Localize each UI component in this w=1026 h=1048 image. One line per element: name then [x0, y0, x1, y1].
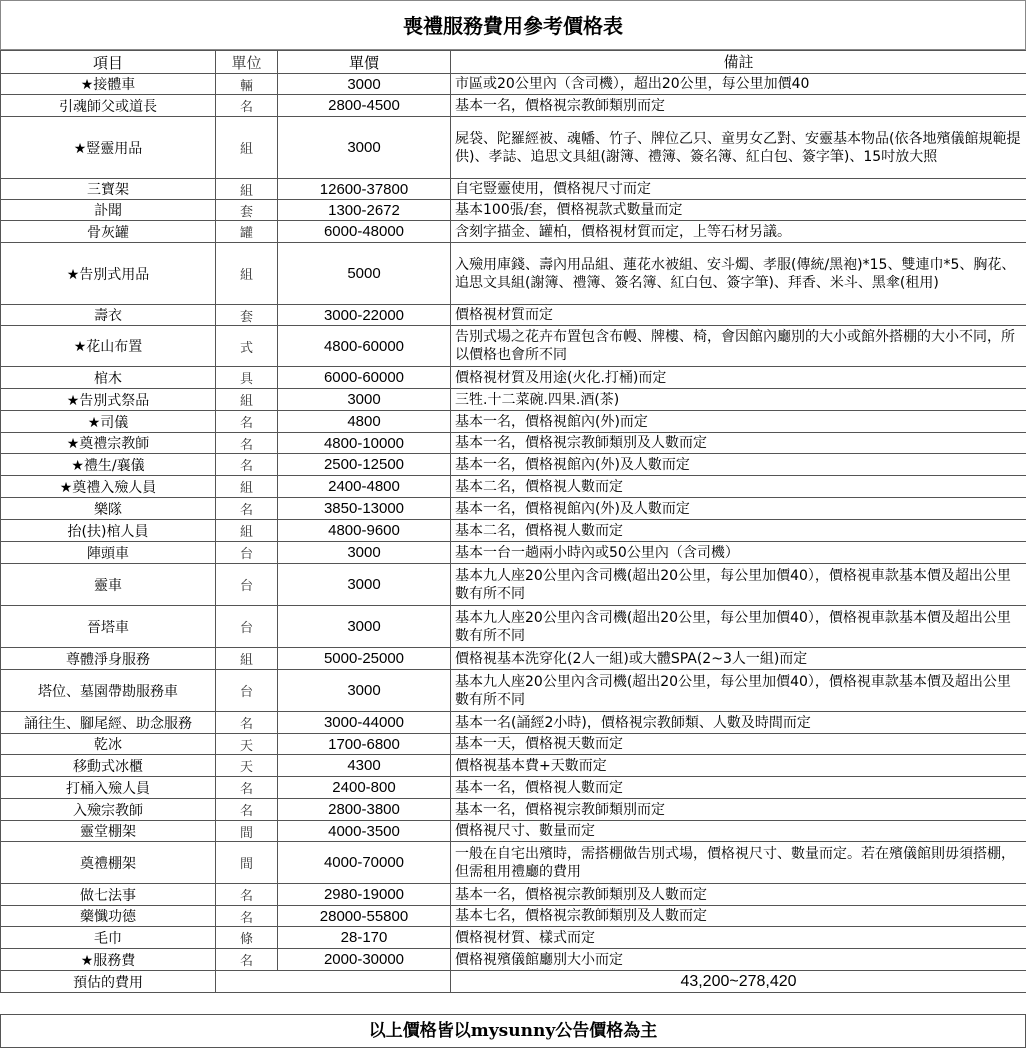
row-unit: 組	[216, 520, 278, 542]
table-row	[1, 821, 1026, 842]
row-price: 1300-2672	[278, 200, 451, 221]
row-unit: 套	[216, 305, 278, 326]
row-note: 價格視材質及用途(火化.打桶)而定	[451, 367, 1026, 389]
row-note: 基本一名，價格視館內(外)及人數而定	[451, 454, 1026, 476]
row-note: 屍袋、陀羅經被、魂幡、竹子、牌位乙只、童男女乙對、安靈基本物品(依各地殯儀館規範提供)、孝誌、追思文具組(謝簿、禮簿、簽名簿、紅白包、簽字筆)、15吋放大照	[451, 117, 1026, 179]
table-row	[1, 243, 1026, 305]
row-price: 2500-12500	[278, 454, 451, 476]
row-price: 5000-25000	[278, 648, 451, 670]
row-unit: 天	[216, 734, 278, 755]
row-note: 價格視材質而定	[451, 305, 1026, 326]
row-item: ★司儀	[1, 411, 216, 433]
row-price: 2800-4500	[278, 95, 451, 117]
row-item: ★接體車	[1, 74, 216, 95]
row-note: 市區或20公里內（含司機），超出20公里，每公里加價40	[451, 74, 1026, 95]
row-price: 2800-3800	[278, 799, 451, 821]
row-item: 毛巾	[1, 927, 216, 949]
row-unit: 名	[216, 884, 278, 906]
row-note: 基本一名，價格視宗教師類別及人數而定	[451, 884, 1026, 906]
row-unit: 台	[216, 564, 278, 606]
row-note: 基本一名，價格視館內(外)而定	[451, 411, 1026, 433]
row-note: 價格視基本洗穿化(2人一組)或大體SPA(2~3人一組)而定	[451, 648, 1026, 670]
row-item: ★服務費	[1, 949, 216, 971]
table-row	[1, 200, 1026, 221]
table-header-row	[1, 51, 1026, 74]
table-row	[1, 755, 1026, 777]
table-row	[1, 74, 1026, 95]
row-unit: 名	[216, 949, 278, 971]
table-row	[1, 520, 1026, 542]
row-unit: 名	[216, 411, 278, 433]
row-note: 告別式場之花卉布置包含布幔、牌樓、椅，會因館內廳別的大小或館外搭棚的大小不同，所以價格也會所不同	[451, 326, 1026, 367]
row-unit: 式	[216, 326, 278, 367]
row-unit: 名	[216, 777, 278, 799]
table-row	[1, 305, 1026, 326]
row-note: 基本一天，價格視天數而定	[451, 734, 1026, 755]
table-row	[1, 389, 1026, 411]
table-row	[1, 95, 1026, 117]
row-price: 4800-60000	[278, 326, 451, 367]
row-item: 乾冰	[1, 734, 216, 755]
row-note: 價格視材質、樣式而定	[451, 927, 1026, 949]
row-unit: 具	[216, 367, 278, 389]
row-note: 入殮用庫錢、壽內用品組、蓮花水被組、安斗燭、孝服(傳統/黑袍)*15、雙連巾*5、胸花、追思文具組(謝簿、禮簿、簽名簿、紅白包、簽字筆)、拜香、米斗、黑傘(租用)	[451, 243, 1026, 305]
row-item: 晉塔車	[1, 606, 216, 648]
table-row	[1, 712, 1026, 734]
row-price: 2000-30000	[278, 949, 451, 971]
row-note: 價格視殯儀館廳別大小而定	[451, 949, 1026, 971]
row-note: 自宅豎靈使用，價格視尺寸而定	[451, 179, 1026, 200]
row-item: 做七法事	[1, 884, 216, 906]
table-row	[1, 606, 1026, 648]
footer-note: 以上價格皆以mysunny公告價格為主	[0, 1014, 1026, 1048]
row-price: 12600-37800	[278, 179, 451, 200]
row-item: ★告別式用品	[1, 243, 216, 305]
row-unit: 名	[216, 906, 278, 927]
row-price: 4800	[278, 411, 451, 433]
row-unit: 台	[216, 542, 278, 564]
row-unit: 台	[216, 670, 278, 712]
row-price: 5000	[278, 243, 451, 305]
row-unit: 組	[216, 117, 278, 179]
table-row	[1, 326, 1026, 367]
row-price: 28000-55800	[278, 906, 451, 927]
row-item: ★禮生/襄儀	[1, 454, 216, 476]
row-price: 3000	[278, 564, 451, 606]
price-table	[0, 50, 1026, 993]
row-price: 6000-60000	[278, 367, 451, 389]
row-item: 誦往生、腳尾經、助念服務	[1, 712, 216, 734]
row-item: 樂隊	[1, 498, 216, 520]
total-empty-cell	[278, 971, 451, 993]
row-item: 靈堂棚架	[1, 821, 216, 842]
row-unit: 輛	[216, 74, 278, 95]
row-item: 壽衣	[1, 305, 216, 326]
header-price: 單價	[278, 51, 451, 74]
row-unit: 條	[216, 927, 278, 949]
row-unit: 名	[216, 433, 278, 454]
table-row	[1, 906, 1026, 927]
row-price: 4800-10000	[278, 433, 451, 454]
header-item: 項目	[1, 51, 216, 74]
row-unit: 天	[216, 755, 278, 777]
row-note: 價格視尺寸、數量而定	[451, 821, 1026, 842]
row-note: 基本七名，價格視宗教師類別及人數而定	[451, 906, 1026, 927]
row-item: 抬(扶)棺人員	[1, 520, 216, 542]
table-row	[1, 842, 1026, 884]
row-note: 基本一名，價格視宗教師類別而定	[451, 799, 1026, 821]
total-row	[1, 971, 1026, 993]
row-price: 6000-48000	[278, 221, 451, 243]
row-note: 價格視基本費+天數而定	[451, 755, 1026, 777]
row-unit: 名	[216, 799, 278, 821]
row-unit: 間	[216, 821, 278, 842]
table-row	[1, 454, 1026, 476]
row-note: 基本二名，價格視人數而定	[451, 476, 1026, 498]
table-row	[1, 799, 1026, 821]
table-row	[1, 476, 1026, 498]
table-row	[1, 367, 1026, 389]
table-row	[1, 433, 1026, 454]
row-note: 含刻字描金、罐柏，價格視材質而定，上等石材另議。	[451, 221, 1026, 243]
table-row	[1, 411, 1026, 433]
page-title: 喪禮服務費用參考價格表	[0, 0, 1026, 50]
row-unit: 組	[216, 648, 278, 670]
row-price: 28-170	[278, 927, 451, 949]
row-note: 基本一台一趟兩小時內或50公里內（含司機）	[451, 542, 1026, 564]
row-item: ★告別式祭品	[1, 389, 216, 411]
row-unit: 組	[216, 476, 278, 498]
row-unit: 套	[216, 200, 278, 221]
row-price: 3000	[278, 389, 451, 411]
table-row	[1, 542, 1026, 564]
row-item: 靈車	[1, 564, 216, 606]
table-row	[1, 670, 1026, 712]
row-unit: 組	[216, 243, 278, 305]
row-note: 基本九人座20公里內含司機(超出20公里，每公里加價40），價格視車款基本價及超出公里數有所不同	[451, 670, 1026, 712]
row-price: 3000-22000	[278, 305, 451, 326]
row-price: 3000	[278, 74, 451, 95]
row-note: 基本100張/套，價格視款式數量而定	[451, 200, 1026, 221]
row-item: ★奠禮宗教師	[1, 433, 216, 454]
row-note: 基本一名，價格視人數而定	[451, 777, 1026, 799]
row-price: 2980-19000	[278, 884, 451, 906]
row-item: 尊體淨身服務	[1, 648, 216, 670]
row-price: 4000-3500	[278, 821, 451, 842]
row-item: 陣頭車	[1, 542, 216, 564]
row-price: 4000-70000	[278, 842, 451, 884]
row-note: 基本一名，價格視館內(外)及人數而定	[451, 498, 1026, 520]
row-unit: 名	[216, 498, 278, 520]
row-note: 基本二名，價格視人數而定	[451, 520, 1026, 542]
table-row	[1, 777, 1026, 799]
header-unit: 單位	[216, 51, 278, 74]
row-unit: 名	[216, 95, 278, 117]
row-note: 基本九人座20公里內含司機(超出20公里，每公里加價40），價格視車款基本價及超出公里數有所不同	[451, 564, 1026, 606]
row-item: 打桶入殮人員	[1, 777, 216, 799]
row-price: 3000	[278, 670, 451, 712]
row-price: 3850-13000	[278, 498, 451, 520]
row-unit: 名	[216, 712, 278, 734]
row-price: 3000	[278, 542, 451, 564]
row-item: ★奠禮入殮人員	[1, 476, 216, 498]
row-note: 基本九人座20公里內含司機(超出20公里，每公里加價40），價格視車款基本價及超出公里數有所不同	[451, 606, 1026, 648]
row-price: 3000	[278, 117, 451, 179]
row-unit: 組	[216, 389, 278, 411]
row-unit: 罐	[216, 221, 278, 243]
row-item: 引魂師父或道長	[1, 95, 216, 117]
row-item: 奠禮棚架	[1, 842, 216, 884]
total-empty-cell	[216, 971, 278, 993]
table-row	[1, 179, 1026, 200]
row-item: 骨灰罐	[1, 221, 216, 243]
row-price: 4300	[278, 755, 451, 777]
row-item: 訃聞	[1, 200, 216, 221]
row-price: 2400-800	[278, 777, 451, 799]
header-note: 備註	[451, 51, 1026, 74]
row-item: 入殮宗教師	[1, 799, 216, 821]
table-row	[1, 949, 1026, 971]
table-row	[1, 498, 1026, 520]
row-item: ★豎靈用品	[1, 117, 216, 179]
table-row	[1, 564, 1026, 606]
row-unit: 間	[216, 842, 278, 884]
table-row	[1, 648, 1026, 670]
table-row	[1, 734, 1026, 755]
row-price: 3000-44000	[278, 712, 451, 734]
total-value: 43,200~278,420	[451, 971, 1026, 993]
table-row	[1, 884, 1026, 906]
row-price: 2400-4800	[278, 476, 451, 498]
row-item: 塔位、墓園帶勘服務車	[1, 670, 216, 712]
row-note: 一般在自宅出殯時，需搭棚做告別式場，價格視尺寸、數量而定。若在殯儀館則毋須搭棚，但需租用禮廳的費用	[451, 842, 1026, 884]
row-unit: 組	[216, 179, 278, 200]
row-price: 4800-9600	[278, 520, 451, 542]
table-row	[1, 117, 1026, 179]
row-note: 基本一名(誦經2小時)，價格視宗教師類、人數及時間而定	[451, 712, 1026, 734]
row-note: 三牲.十二菜碗.四果.酒(茶)	[451, 389, 1026, 411]
row-item: 棺木	[1, 367, 216, 389]
row-price: 1700-6800	[278, 734, 451, 755]
table-row	[1, 927, 1026, 949]
row-price: 3000	[278, 606, 451, 648]
row-item: 藥懺功德	[1, 906, 216, 927]
row-note: 基本一名，價格視宗教師類別而定	[451, 95, 1026, 117]
total-label: 預估的費用	[1, 971, 216, 993]
row-note: 基本一名，價格視宗教師類別及人數而定	[451, 433, 1026, 454]
row-item: 三寶架	[1, 179, 216, 200]
row-item: 移動式冰櫃	[1, 755, 216, 777]
table-row	[1, 221, 1026, 243]
row-unit: 台	[216, 606, 278, 648]
row-unit: 名	[216, 454, 278, 476]
row-item: ★花山布置	[1, 326, 216, 367]
